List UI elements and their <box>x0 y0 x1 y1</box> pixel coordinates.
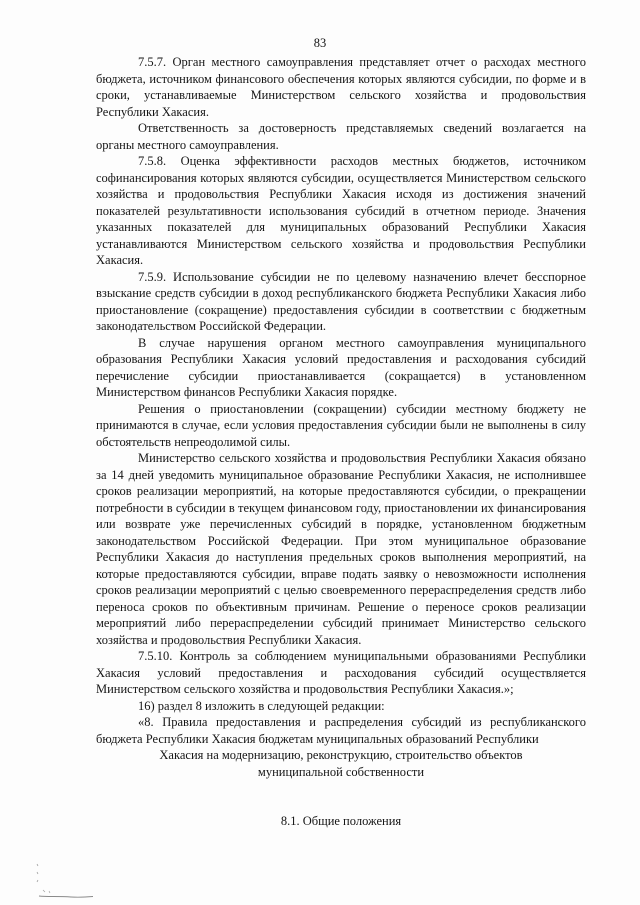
scan-margin-mark-icon <box>33 858 99 902</box>
section-8-title-line-3: муниципальной собственности <box>257 764 425 779</box>
paragraph-suspension-decision: Решения о приостановлении (сокращении) субсидии местному бюджету не принимаются в случае, если условия предоставления субсидии были не выполнены в силу обстоятельств непреодолимой силы. <box>96 401 586 449</box>
paragraph-responsibility: Ответственность за достоверность представляемых сведений возлагается на органы местного самоуправления. <box>96 121 586 152</box>
paragraph-7-5-10: 7.5.10. Контроль за соблюдением муниципальными образованиями Республики Хакасия условий предоставления и расходования субсидий осуществляется Министерством сельского хозяйства и продовольствия Республики Хакасия.»; <box>96 649 586 696</box>
paragraph-7-5-8: 7.5.8. Оценка эффективности расходов местных бюджетов, источником софинансирования которых являются субсидии, осуществляется Министерством сельского хозяйства и продовольствия Республики Хакасия исходя из достижения значений показателей результативности использования субсидий в отчетном периоде. Значения указанных показателей для муниципальных образований Республики Хакасия устанавливаются Министерством сельского хозяйства и продовольствия Республики Хакасия. <box>96 154 586 267</box>
page-number: 83 <box>313 36 327 50</box>
paragraph-violation: В случае нарушения органом местного самоуправления муниципального образования Республики Хакасия условий предоставления и расходования субсидий перечисление субсидии приостанавливается (сокращается) в установленном Министерством финансов Республики Хакасия порядке. <box>96 335 586 399</box>
subsection-heading-8-1: 8.1. Общие положения <box>280 814 402 828</box>
document-body <box>96 54 586 830</box>
section-8-title-line-2: Хакасия на модернизацию, реконструкцию, строительство объектов <box>159 748 523 762</box>
section-8-title-line-1: «8. Правила предоставления и распределения субсидий из республиканского бюджета Республики Хакасия бюджетам муниципальных образований Республики <box>96 715 586 746</box>
section-8-title <box>96 714 586 780</box>
paragraph-amendment-16: 16) раздел 8 изложить в следующей редакции: <box>138 698 385 713</box>
paragraph-7-5-7: 7.5.7. Орган местного самоуправления представляет отчет о расходах местного бюджета, источником финансового обеспечения которых являются субсидии, по форме и в сроки, устанавливаемые Министерством сельского хозяйства и продовольствия Республики Хакасия. <box>96 55 586 119</box>
paragraph-ministry-notice: Министерство сельского хозяйства и продовольствия Республики Хакасия обязано за 14 дней уведомить муниципальное образование Республики Хакасия, не исполнившее сроков реализации мероприятий, на которые предоставляются субсидии, о прекращении потребности в субсидии в текущем финансовом году, приостановлении их финансирования или возврате уже перечисленных субсидий в порядке, установленном бюджетным законодательством Российской Федерации. При этом муниципальное образование Республики Хакасия до наступления предельных сроков выполнения мероприятий, на которые предоставляются субсидии, вправе подать заявку о невозможности исполнения сроков реализации мероприятий с целью своевременного перераспределения средств либо переноса сроков по объективным причинам. Решение о переносе сроков реализации мероприятий либо перераспределении субсидий принимает Министерство сельского хозяйства и продовольствия Республики Хакасия. <box>96 451 586 647</box>
paragraph-7-5-9: 7.5.9. Использование субсидии не по целевому назначению влечет бесспорное взыскание средств субсидии в доход республиканского бюджета Республики Хакасия либо приостановление (сокращение) предоставления субсидии в соответствии с бюджетным законодательством Российской Федерации. <box>96 269 586 333</box>
